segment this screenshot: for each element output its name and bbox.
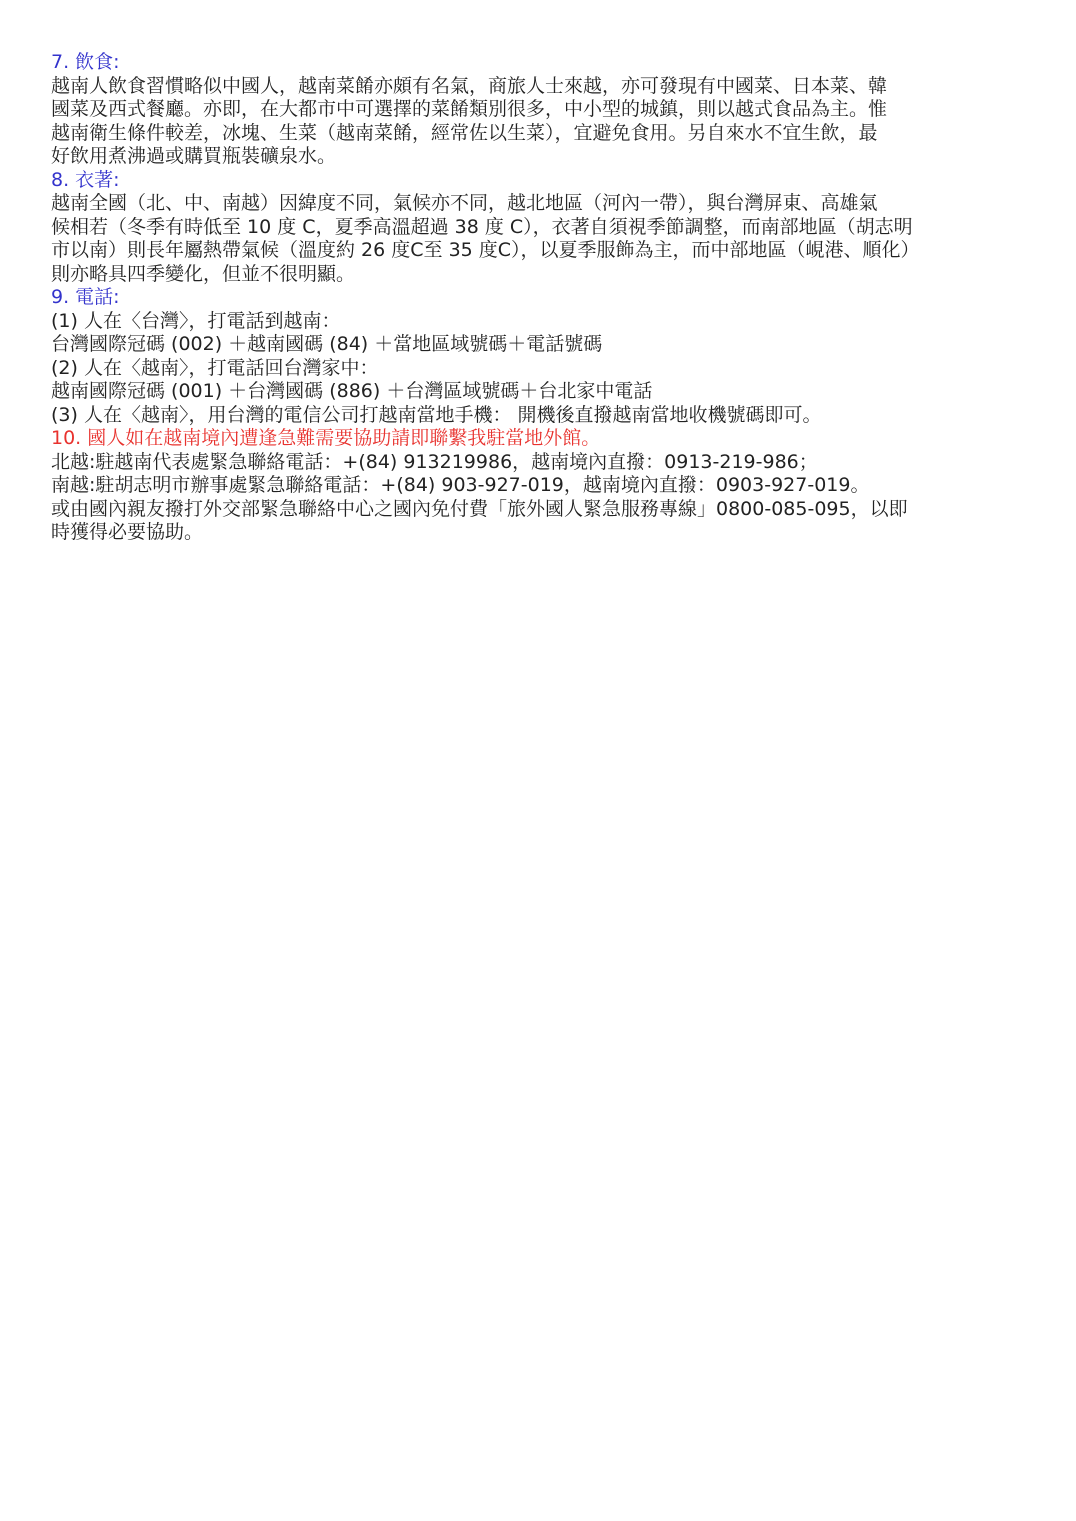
emergency-text-line: 北越:駐越南代表處緊急聯絡電話：+(84) 913219986，越南境內直撥：0913-219-986； bbox=[51, 450, 818, 473]
section-phone bbox=[51, 286, 1031, 427]
document-page bbox=[51, 51, 1031, 545]
phone-text-line: (2) 人在〈越南〉，打電話回台灣家中： bbox=[51, 356, 379, 379]
phone-text-line: 台灣國際冠碼 (002) ＋越南國碼 (84) ＋當地區域號碼＋電話號碼 bbox=[51, 333, 603, 355]
section-heading-food: 7. 飲食: bbox=[51, 51, 120, 73]
food-text-line: 好飲用煮沸過或購買瓶裝礦泉水。 bbox=[51, 145, 337, 167]
food-text-line: 越南人飲食習慣略似中國人，越南菜餚亦頗有名氣，商旅人士來越，亦可發現有中國菜、日本菜、韓 bbox=[51, 74, 888, 97]
clothing-text-line: 越南全國（北、中、南越）因緯度不同，氣候亦不同，越北地區（河內一帶），與台灣屏東、高雄氣 bbox=[51, 192, 878, 214]
emergency-text-line: 南越:駐胡志明市辦事處緊急聯絡電話：+(84) 903-927-019，越南境內直撥：0903-927-019。 bbox=[51, 474, 870, 496]
section-heading-phone: 9. 電話: bbox=[51, 286, 120, 308]
phone-text-line: (3) 人在〈越南〉，用台灣的電信公司打越南當地手機： 開機後直撥越南當地收機號碼即可。 bbox=[51, 403, 822, 426]
section-clothing bbox=[51, 169, 1031, 287]
emergency-text-line: 或由國內親友撥打外交部緊急聯絡中心之國內免付費「旅外國人緊急服務專線」0800-085-095，以即 bbox=[51, 497, 908, 520]
section-heading-clothing: 8. 衣著: bbox=[51, 168, 120, 191]
food-text-line: 國菜及西式餐廳。亦即，在大都市中可選擇的菜餚類別很多，中小型的城鎮，則以越式食品為主。惟 bbox=[51, 98, 888, 120]
section-heading-emergency: 10. 國人如在越南境內遭逢急難需要協助請即聯繫我駐當地外館。 bbox=[51, 427, 601, 449]
clothing-text-line: 候相若（冬季有時低至 10 度 C，夏季高溫超過 38 度 C），衣著自須視季節調整，而南部地區（胡志明 bbox=[51, 215, 913, 238]
phone-text-line: (1) 人在〈台灣〉，打電話到越南： bbox=[51, 309, 341, 332]
food-text-line: 越南衛生條件較差，冰塊、生菜（越南菜餚，經常佐以生菜），宜避免食用。另自來水不宜生飲，最 bbox=[51, 121, 878, 144]
emergency-text-line: 時獲得必要協助。 bbox=[51, 521, 204, 543]
clothing-text-line: 市以南）則長年屬熱帶氣候（溫度約 26 度C至 35 度C），以夏季服飾為主，而中部地區（峴港、順化） bbox=[51, 239, 920, 261]
phone-text-line: 越南國際冠碼 (001) ＋台灣國碼 (886) ＋台灣區域號碼＋台北家中電話 bbox=[51, 380, 653, 402]
clothing-text-line: 則亦略具四季變化，但並不很明顯。 bbox=[51, 262, 356, 285]
section-emergency bbox=[51, 427, 1031, 545]
section-food bbox=[51, 51, 1031, 169]
